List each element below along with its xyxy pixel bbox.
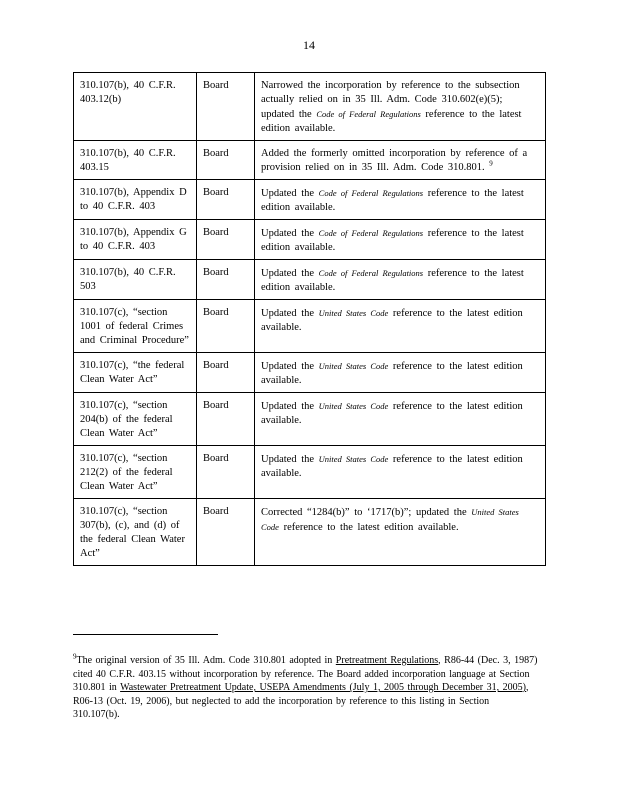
footnote-rule bbox=[73, 634, 218, 635]
citation-title: United States Code bbox=[318, 401, 389, 411]
description-text: reference to the latest edition available. bbox=[261, 228, 524, 253]
source-cell: Board bbox=[197, 446, 255, 499]
description-cell bbox=[255, 393, 546, 446]
citation-title: Code of Federal Regulations bbox=[316, 109, 421, 119]
source-cell: Board bbox=[197, 300, 255, 353]
source-cell: Board bbox=[197, 73, 255, 141]
citation-title: Code of Federal Regulations bbox=[318, 188, 424, 198]
footnote-citation-1: Pretreatment Regulations bbox=[335, 655, 439, 666]
table-row bbox=[74, 141, 546, 180]
footnote-citation-2: Wastewater Pretreatment Update, USEPA Amendments (July 1, 2005 through December 31, 2005) bbox=[120, 682, 526, 693]
description-cell bbox=[255, 180, 546, 220]
description-text: Updated the bbox=[261, 268, 319, 279]
citation-title: United States Code bbox=[318, 361, 389, 371]
source-cell: Board bbox=[197, 393, 255, 446]
section-cell: 310.107(b), 40 C.F.R. 503 bbox=[74, 260, 197, 300]
citation-title: United States Code bbox=[318, 308, 389, 318]
source-cell: Board bbox=[197, 141, 255, 180]
description-text: reference to the latest edition available. bbox=[261, 454, 523, 479]
section-cell: 310.107(c), “section 212(2) of the federal Clean Water Act” bbox=[74, 446, 197, 499]
footnote-text-2: , R86-44 (Dec. 3, 1987) cited 40 C.F.R. 403.15 without incorporation by reference. The Board added incorporation language at Section 310.801 in bbox=[73, 655, 538, 693]
description-text: reference to the latest edition available. bbox=[261, 109, 522, 134]
description-cell bbox=[255, 353, 546, 393]
description-text: reference to the latest edition available. bbox=[278, 522, 459, 533]
description-text: reference to the latest edition available. bbox=[261, 401, 523, 426]
description-text: Updated the bbox=[261, 361, 319, 372]
table-row bbox=[74, 446, 546, 499]
citation-title: United States Code bbox=[261, 507, 519, 532]
citation-title: Code of Federal Regulations bbox=[318, 268, 424, 278]
table-row bbox=[74, 180, 546, 220]
description-text: Narrowed the incorporation by reference to the subsection actually relied on in 35 Ill. Adm. Code 310.602(e)(5); updated the bbox=[261, 80, 520, 120]
description-text: Added the formerly omitted incorporation by reference of a provision relied on in 35 Ill. Adm. Code 310.801. bbox=[261, 148, 528, 173]
description-cell bbox=[255, 260, 546, 300]
description-text: reference to the latest edition available. bbox=[261, 268, 524, 293]
table-row bbox=[74, 300, 546, 353]
table-row bbox=[74, 353, 546, 393]
citation-title: Code of Federal Regulations bbox=[318, 228, 424, 238]
citation-title: United States Code bbox=[318, 454, 389, 464]
section-cell: 310.107(b), 40 C.F.R. 403.12(b) bbox=[74, 73, 197, 141]
table-row bbox=[74, 220, 546, 260]
section-cell: 310.107(c), “the federal Clean Water Act” bbox=[74, 353, 197, 393]
footnote bbox=[73, 654, 539, 722]
source-cell: Board bbox=[197, 499, 255, 566]
table-row bbox=[74, 499, 546, 566]
section-cell: 310.107(c), “section 204(b) of the federal Clean Water Act” bbox=[74, 393, 197, 446]
description-cell bbox=[255, 141, 546, 180]
description-text: reference to the latest edition available. bbox=[261, 188, 524, 213]
section-cell: 310.107(b), 40 C.F.R. 403.15 bbox=[74, 141, 197, 180]
source-cell: Board bbox=[197, 353, 255, 393]
table-row bbox=[74, 73, 546, 141]
description-text: Updated the bbox=[261, 401, 319, 412]
description-text: Updated the bbox=[261, 308, 319, 319]
description-text: reference to the latest edition available. bbox=[261, 308, 523, 333]
description-cell bbox=[255, 300, 546, 353]
description-cell bbox=[255, 220, 546, 260]
description-text: reference to the latest edition available. bbox=[261, 361, 523, 386]
table-row bbox=[74, 393, 546, 446]
description-text: Updated the bbox=[261, 188, 319, 199]
description-text: Updated the bbox=[261, 228, 319, 239]
description-cell bbox=[255, 73, 546, 141]
footnote-marker: 9 bbox=[73, 652, 77, 661]
section-cell: 310.107(b), Appendix G to 40 C.F.R. 403 bbox=[74, 220, 197, 260]
description-cell bbox=[255, 499, 546, 566]
changes-table bbox=[73, 72, 546, 566]
footnote-text-3: , R06-13 (Oct. 19, 2006), but neglected to add the incorporation by reference to this listing in Section 310.107(b). bbox=[73, 682, 529, 720]
section-cell: 310.107(c), “section 307(b), (c), and (d) of the federal Clean Water Act” bbox=[74, 499, 197, 566]
page-number: 14 bbox=[303, 38, 315, 52]
source-cell: Board bbox=[197, 260, 255, 300]
section-cell: 310.107(c), “section 1001 of federal Crimes and Criminal Procedure” bbox=[74, 300, 197, 353]
footnote-text-1: The original version of 35 Ill. Adm. Code 310.801 adopted in bbox=[76, 655, 336, 666]
table-row bbox=[74, 260, 546, 300]
section-cell: 310.107(b), Appendix D to 40 C.F.R. 403 bbox=[74, 180, 197, 220]
source-cell: Board bbox=[197, 220, 255, 260]
description-text: Corrected “1284(b)” to ‘1717(b)”; updated the bbox=[261, 507, 472, 518]
description-cell bbox=[255, 446, 546, 499]
source-cell: Board bbox=[197, 180, 255, 220]
footnote-reference: 9 bbox=[489, 159, 493, 168]
description-text: Updated the bbox=[261, 454, 319, 465]
